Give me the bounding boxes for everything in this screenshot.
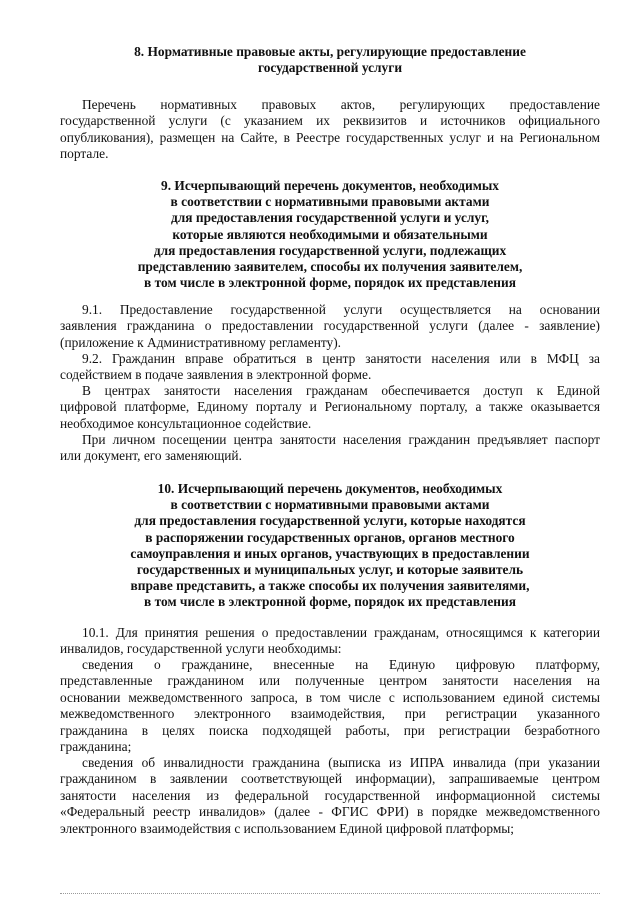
section-9-paragraph-1 [60,302,600,351]
section-10-heading [60,481,600,611]
heading-line: которые являются необходимыми и обязательными [172,226,488,242]
heading-line: представлению заявителем, способы их получения заявителем, [137,259,523,275]
section-9-paragraph-2 [60,351,600,384]
heading-line: в том числе в электронной форме, порядок их представления [144,275,516,291]
text-line: опубликования), размещен на Сайте, в Реестре государственных услуг и на Региональном [60,129,600,145]
section-9-paragraph-3 [60,383,600,432]
section-8-heading [60,44,600,76]
text-line: (приложение к Административному регламенту). [60,334,342,350]
heading-line: 10. Исчерпывающий перечень документов, необходимых [157,481,503,496]
text-line: гражданином в заявлении соответствующей информации), запрашиваемые центром [60,771,600,787]
text-line: 9.1. Предоставление государственной услуги осуществляется на основании [82,302,600,317]
section-9-heading [60,178,600,291]
section-10-paragraph-2 [60,657,600,755]
heading-line: 9. Исчерпывающий перечень документов, необходимых [161,178,499,193]
text-line: содействием в подаче заявления в электронной форме. [60,367,372,383]
heading-line: 8. Нормативные правовые акты, регулирующие предоставление [134,44,526,59]
text-line: основании межведомственного запроса, в том числе с использованием единой системы [60,689,600,705]
heading-line: для предоставления государственной услуги и услуг, [170,210,490,226]
text-line: государственной услуги (с указанием их реквизитов и источников официального [60,113,600,129]
heading-line: самоуправления и иных органов, участвующих в предоставлении [130,545,530,561]
heading-line: в том числе в электронной форме, порядок их представления [144,594,516,610]
text-line: инвалидов, государственной услуги необходимы: [60,641,342,657]
heading-line: в распоряжении государственных органов, органов местного [145,529,515,545]
text-line: представленные гражданином или полученные центром занятости населения на [60,673,600,689]
text-line: заявления гражданина о предоставлении государственной услуги (далее - заявление) [60,318,600,334]
heading-line: государственных и муниципальных услуг, и которые заявитель [136,562,524,578]
text-line: портале. [60,146,109,162]
scan-edge-line [60,893,600,894]
section-10-paragraph-3 [60,755,600,837]
heading-line: государственной услуги [257,60,403,76]
text-line: электронного взаимодействия с использованием Единой цифровой платформы; [60,820,515,836]
heading-line: в соответствии с нормативными правовыми актами [170,497,490,513]
text-line: гражданина в целях поиска подходящей работы, при регистрации безработного [60,722,600,738]
section-8-paragraph [60,97,600,163]
text-line: сведения о гражданине, внесенные на Единую цифровую платформу, [82,657,600,672]
text-line: занятости населения из федеральной государственной информационной системы [60,787,600,803]
heading-line: в соответствии с нормативными правовыми актами [170,194,490,210]
text-line: При личном посещении центра занятости населения гражданин предъявляет паспорт [82,432,600,447]
text-line: цифровой платформе, Единому порталу и Региональному порталу, а также оказывается [60,399,600,415]
text-line: 10.1. Для принятия решения о предоставлении гражданам, относящимся к категории [82,625,600,640]
heading-line: вправе представить, а также способы их получения заявителями, [130,578,530,594]
text-line: межведомственного электронного взаимодействия, при регистрации указанного [60,706,600,722]
heading-line: для предоставления государственной услуги, подлежащих [153,242,507,258]
text-line: В центрах занятости населения гражданам обеспечивается доступ к Единой [82,383,600,398]
text-line: необходимое консультационное содействие. [60,415,312,431]
heading-line: для предоставления государственной услуги, которые находятся [134,513,526,529]
text-line: 9.2. Гражданин вправе обратиться в центр занятости населения или в МФЦ за [82,351,600,366]
text-line: или документ, его заменяющий. [60,448,242,464]
text-line: сведения об инвалидности гражданина (выписка из ИПРА инвалида (при указании [82,755,600,770]
text-line: «Федеральный реестр инвалидов» (далее - ФГИС ФРИ) в порядке межведомственного [60,804,600,820]
section-9-paragraph-4 [60,432,600,465]
section-10-paragraph-1 [60,625,600,658]
text-line: Перечень нормативных правовых актов, регулирующих предоставление [82,97,600,112]
text-line: гражданина; [60,738,132,754]
